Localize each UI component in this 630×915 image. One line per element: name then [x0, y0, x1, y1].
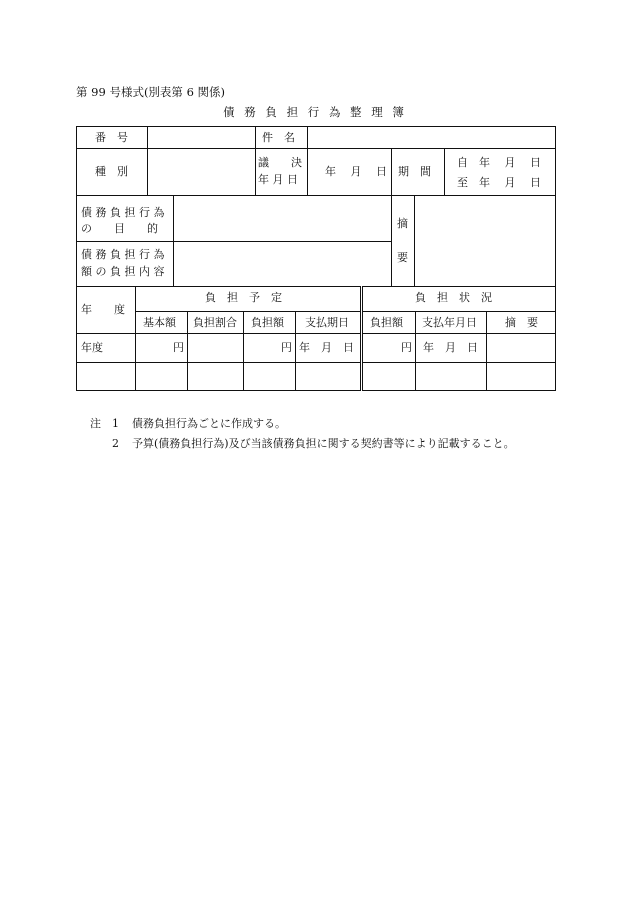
number-label: 番 号 — [95, 131, 128, 144]
rule-v-mid — [255, 127, 256, 195]
row-year: 年度 — [81, 341, 103, 354]
rule-v-c2 — [243, 311, 244, 391]
decision-date: 年 月 日 — [325, 165, 387, 178]
rule-v-label — [147, 127, 148, 195]
subject-label: 件 名 — [262, 131, 295, 144]
note-text: 予算(債務負担行為)及び当該債務負担に関する契約書等により記載すること。 — [132, 437, 515, 450]
period-to: 至 年 月 日 — [457, 176, 541, 189]
purpose-label-2: の 目 的 — [81, 222, 158, 235]
status-header: 負 担 状 況 — [415, 291, 492, 304]
form-number: 第 99 号様式(別表第 6 関係) — [76, 85, 226, 99]
ledger-table — [76, 126, 556, 391]
col-payment-date: 支払年月日 — [422, 316, 477, 329]
type-label: 種 別 — [95, 165, 128, 178]
notes-head: 注 — [90, 417, 101, 430]
notes-head-spacer — [90, 434, 112, 454]
rule-v-c1 — [187, 311, 188, 391]
notes — [90, 414, 515, 454]
row-yen-status: 円 — [401, 341, 412, 354]
note-text: 債務負担行為ごとに作成する。 — [132, 417, 286, 430]
col-burden-amount: 負担額 — [251, 316, 284, 329]
rule-v-c5 — [415, 311, 416, 391]
row-yen-basic: 円 — [173, 341, 184, 354]
row-paid-date: 年 月 日 — [423, 341, 478, 354]
note-number: 1 — [112, 417, 119, 430]
col-payment-due: 支払期日 — [305, 316, 349, 329]
content-label-1: 債 務 負 担 行 為 — [81, 248, 165, 261]
rule-row6 — [77, 362, 555, 363]
content-label-2: 額 の 負 担 内 容 — [81, 265, 165, 278]
remarks-char-2: 要 — [397, 251, 408, 264]
col-remarks: 摘 要 — [505, 316, 538, 329]
col-status-amount: 負担額 — [370, 316, 403, 329]
rule-subheader — [135, 311, 555, 312]
period-from: 自 年 月 日 — [457, 156, 541, 169]
rule-row5 — [77, 333, 555, 334]
rule-v-c3 — [295, 311, 296, 391]
purpose-label-1: 債 務 負 担 行 為 — [81, 206, 165, 219]
decision-label-2: 年 月 日 — [258, 173, 298, 186]
col-basic-amount: 基本額 — [143, 316, 176, 329]
rule-v-c6 — [486, 311, 487, 391]
row-due-date: 年 月 日 — [299, 341, 354, 354]
col-share-ratio: 負担割合 — [193, 316, 237, 329]
rule-v-period — [444, 148, 445, 195]
rule-v-year — [135, 286, 136, 391]
decision-label-1: 議 決 — [258, 156, 302, 169]
rule-row1 — [77, 148, 555, 149]
fiscal-year-label: 年 度 — [81, 303, 125, 316]
rule-v-remarks-left — [391, 195, 392, 286]
note-item-1 — [90, 414, 515, 434]
document-title: 債 務 負 担 行 為 整 理 簿 — [223, 105, 407, 119]
rule-v-subject — [307, 127, 308, 195]
note-item-2 — [90, 434, 515, 454]
rule-v-purpose — [173, 195, 174, 286]
rule-row2 — [77, 195, 555, 196]
remarks-char-1: 摘 — [397, 217, 408, 230]
rule-v-date — [391, 148, 392, 195]
period-label: 期 間 — [398, 165, 431, 178]
rule-row3 — [77, 241, 391, 242]
note-number: 2 — [112, 437, 119, 450]
planned-header: 負 担 予 定 — [205, 291, 282, 304]
rule-v-remarks-right — [414, 195, 415, 286]
row-yen-burden: 円 — [281, 341, 292, 354]
rule-v-divider — [360, 286, 363, 391]
rule-row4 — [77, 286, 555, 287]
